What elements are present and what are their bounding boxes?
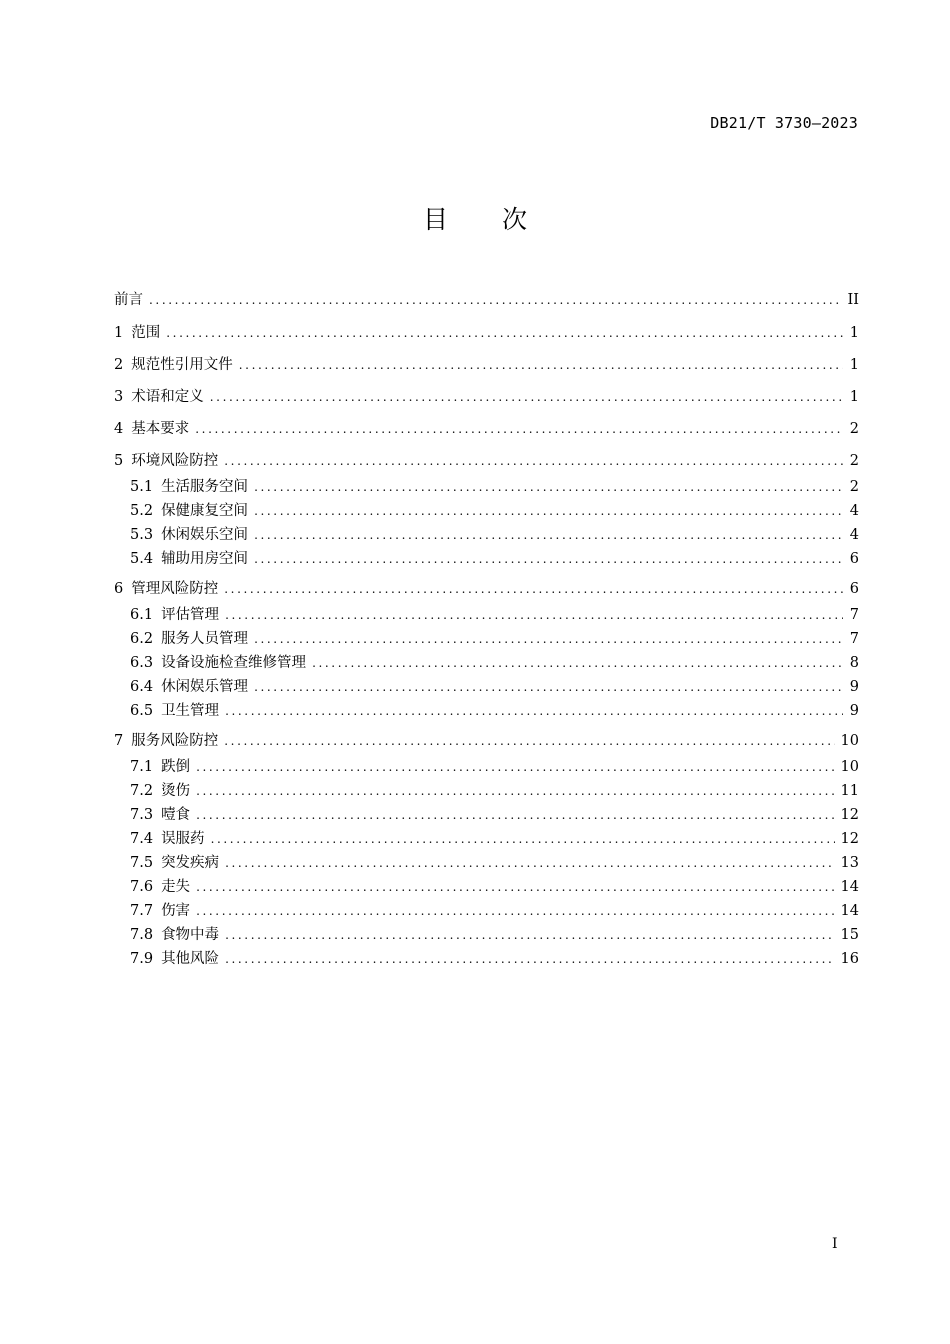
toc-leader-dots — [254, 675, 843, 699]
toc-entry-number: 6.4 — [130, 679, 154, 695]
toc-entry[interactable] — [114, 417, 859, 449]
toc-leader-dots — [149, 288, 842, 312]
toc-entry-label: 服务人员管理 — [161, 631, 249, 647]
footer-page-number: I — [832, 1236, 838, 1252]
toc-entry[interactable] — [114, 547, 859, 577]
toc-entry-page: 11 — [840, 783, 859, 799]
toc-leader-dots — [312, 651, 843, 675]
toc-entry-label: 环境风险防控 — [131, 453, 219, 469]
toc-entry-number: 7.4 — [130, 831, 154, 847]
toc-leader-dots — [254, 499, 843, 523]
toc-leader-dots — [224, 729, 834, 753]
toc-entry[interactable] — [114, 353, 859, 385]
toc-entry[interactable] — [114, 499, 859, 523]
toc-entry[interactable] — [114, 603, 859, 627]
toc-entry-page: 12 — [840, 807, 859, 823]
toc-leader-dots — [196, 803, 834, 827]
toc-entry-number: 4 — [114, 421, 124, 437]
toc-entry-number: 5.3 — [130, 527, 154, 543]
toc-entry-label: 误服药 — [161, 831, 205, 847]
toc-entry[interactable] — [114, 947, 859, 971]
toc-leader-dots — [224, 449, 843, 473]
toc-leader-dots — [225, 851, 834, 875]
toc-entry-label: 突发疾病 — [161, 855, 220, 871]
toc-entry-number: 7.9 — [130, 951, 154, 967]
toc-entry-page: 2 — [849, 479, 859, 495]
toc-entry-number: 6.2 — [130, 631, 154, 647]
toc-leader-dots — [225, 947, 834, 971]
toc-entry-number: 7.2 — [130, 783, 154, 799]
toc-entry-label: 规范性引用文件 — [131, 357, 233, 373]
toc-entry[interactable] — [114, 627, 859, 651]
toc-entry-number: 6 — [114, 581, 124, 597]
toc-entry-number: 5.1 — [130, 479, 154, 495]
toc-entry-label: 前言 — [114, 292, 143, 308]
toc-entry-label: 休闲娱乐空间 — [161, 527, 249, 543]
page-title — [0, 200, 950, 236]
toc-leader-dots — [239, 353, 843, 377]
toc-entry-page: 10 — [840, 759, 859, 775]
document-code: DB21/T 3730—2023 — [710, 114, 858, 132]
toc-entry-page: 14 — [840, 903, 859, 919]
toc-entry[interactable] — [114, 875, 859, 899]
toc-entry[interactable] — [114, 699, 859, 729]
toc-entry[interactable] — [114, 755, 859, 779]
toc-leader-dots — [196, 755, 834, 779]
toc-entry-label: 服务风险防控 — [131, 733, 219, 749]
toc-entry-number: 7.5 — [130, 855, 154, 871]
toc-entry-page: 4 — [849, 503, 859, 519]
toc-entry-page: 12 — [840, 831, 859, 847]
toc-entry-page: 6 — [849, 551, 859, 567]
toc-entry-number: 7.6 — [130, 879, 154, 895]
toc-entry-number: 7.3 — [130, 807, 154, 823]
toc-leader-dots — [196, 779, 834, 803]
toc-entry-page: 7 — [849, 607, 859, 623]
toc-entry-number: 6.1 — [130, 607, 154, 623]
toc-entry[interactable] — [114, 827, 859, 851]
toc-leader-dots — [225, 603, 843, 627]
toc-entry[interactable] — [114, 577, 859, 603]
toc-entry-page: 1 — [849, 357, 859, 373]
toc-entry-page: 16 — [840, 951, 859, 967]
toc-entry[interactable] — [114, 899, 859, 923]
toc-entry-number: 6.3 — [130, 655, 154, 671]
toc-entry[interactable] — [114, 288, 859, 321]
toc-leader-dots — [211, 827, 835, 851]
toc-entry-label: 食物中毒 — [161, 927, 220, 943]
toc-entry-page: 2 — [849, 453, 859, 469]
toc-entry[interactable] — [114, 321, 859, 353]
toc-leader-dots — [254, 475, 843, 499]
toc-entry-page: 1 — [849, 325, 859, 341]
toc-entry-page: 14 — [840, 879, 859, 895]
toc-entry-label: 其他风险 — [161, 951, 220, 967]
toc-entry-page: 13 — [840, 855, 859, 871]
toc-leader-dots — [196, 899, 834, 923]
toc-entry-label: 噎食 — [161, 807, 191, 823]
toc-entry[interactable] — [114, 803, 859, 827]
toc-entry[interactable] — [114, 475, 859, 499]
toc-entry[interactable] — [114, 851, 859, 875]
toc-entry-label: 烫伤 — [161, 783, 191, 799]
toc-entry-label: 走失 — [161, 879, 191, 895]
toc-entry-page: 15 — [840, 927, 859, 943]
toc-entry-number: 5.4 — [130, 551, 154, 567]
title-char-2: 次 — [502, 205, 528, 234]
toc-entry[interactable] — [114, 729, 859, 755]
toc-entry-number: 3 — [114, 389, 124, 405]
toc-entry-number: 6.5 — [130, 703, 154, 719]
toc-leader-dots — [196, 875, 834, 899]
toc-entry-page: 6 — [849, 581, 859, 597]
toc-entry[interactable] — [114, 651, 859, 675]
toc-entry-label: 跌倒 — [161, 759, 191, 775]
toc-entry-number: 7.8 — [130, 927, 154, 943]
toc-entry-label: 范围 — [131, 325, 161, 341]
toc-entry-page: 10 — [840, 733, 859, 749]
toc-entry-page: 9 — [849, 679, 859, 695]
toc-entry-page: II — [847, 292, 859, 308]
table-of-contents — [114, 288, 859, 971]
toc-leader-dots — [225, 923, 834, 947]
toc-entry-label: 卫生管理 — [161, 703, 220, 719]
toc-leader-dots — [254, 523, 843, 547]
toc-entry-label: 生活服务空间 — [161, 479, 249, 495]
toc-entry[interactable] — [114, 449, 859, 475]
toc-entry[interactable] — [114, 675, 859, 699]
toc-entry-label: 伤害 — [161, 903, 191, 919]
toc-leader-dots — [166, 321, 843, 345]
toc-entry-label: 保健康复空间 — [161, 503, 249, 519]
toc-entry[interactable] — [114, 385, 859, 417]
toc-entry-label: 基本要求 — [131, 421, 190, 437]
toc-leader-dots — [195, 417, 843, 441]
toc-leader-dots — [254, 547, 843, 571]
toc-entry-number: 5 — [114, 453, 124, 469]
toc-entry-number: 2 — [114, 357, 124, 373]
toc-entry-page: 7 — [849, 631, 859, 647]
toc-entry-label: 管理风险防控 — [131, 581, 219, 597]
toc-leader-dots — [210, 385, 843, 409]
toc-entry-page: 9 — [849, 703, 859, 719]
toc-entry-label: 设备设施检查维修管理 — [161, 655, 307, 671]
toc-entry-page: 2 — [849, 421, 859, 437]
toc-entry-label: 辅助用房空间 — [161, 551, 249, 567]
toc-entry-page: 8 — [849, 655, 859, 671]
toc-entry[interactable] — [114, 523, 859, 547]
toc-entry-number: 5.2 — [130, 503, 154, 519]
toc-entry-label: 术语和定义 — [131, 389, 204, 405]
toc-leader-dots — [224, 577, 843, 601]
toc-entry-number: 7.7 — [130, 903, 154, 919]
toc-entry[interactable] — [114, 779, 859, 803]
toc-entry-page: 1 — [849, 389, 859, 405]
title-char-1: 目 — [422, 205, 448, 234]
toc-entry-label: 评估管理 — [161, 607, 220, 623]
toc-entry-number: 7 — [114, 733, 124, 749]
toc-entry-page: 4 — [849, 527, 859, 543]
toc-leader-dots — [254, 627, 843, 651]
toc-entry-label: 休闲娱乐管理 — [161, 679, 249, 695]
toc-entry-number: 1 — [114, 325, 124, 341]
toc-leader-dots — [225, 699, 843, 723]
toc-entry-number: 7.1 — [130, 759, 154, 775]
toc-entry[interactable] — [114, 923, 859, 947]
